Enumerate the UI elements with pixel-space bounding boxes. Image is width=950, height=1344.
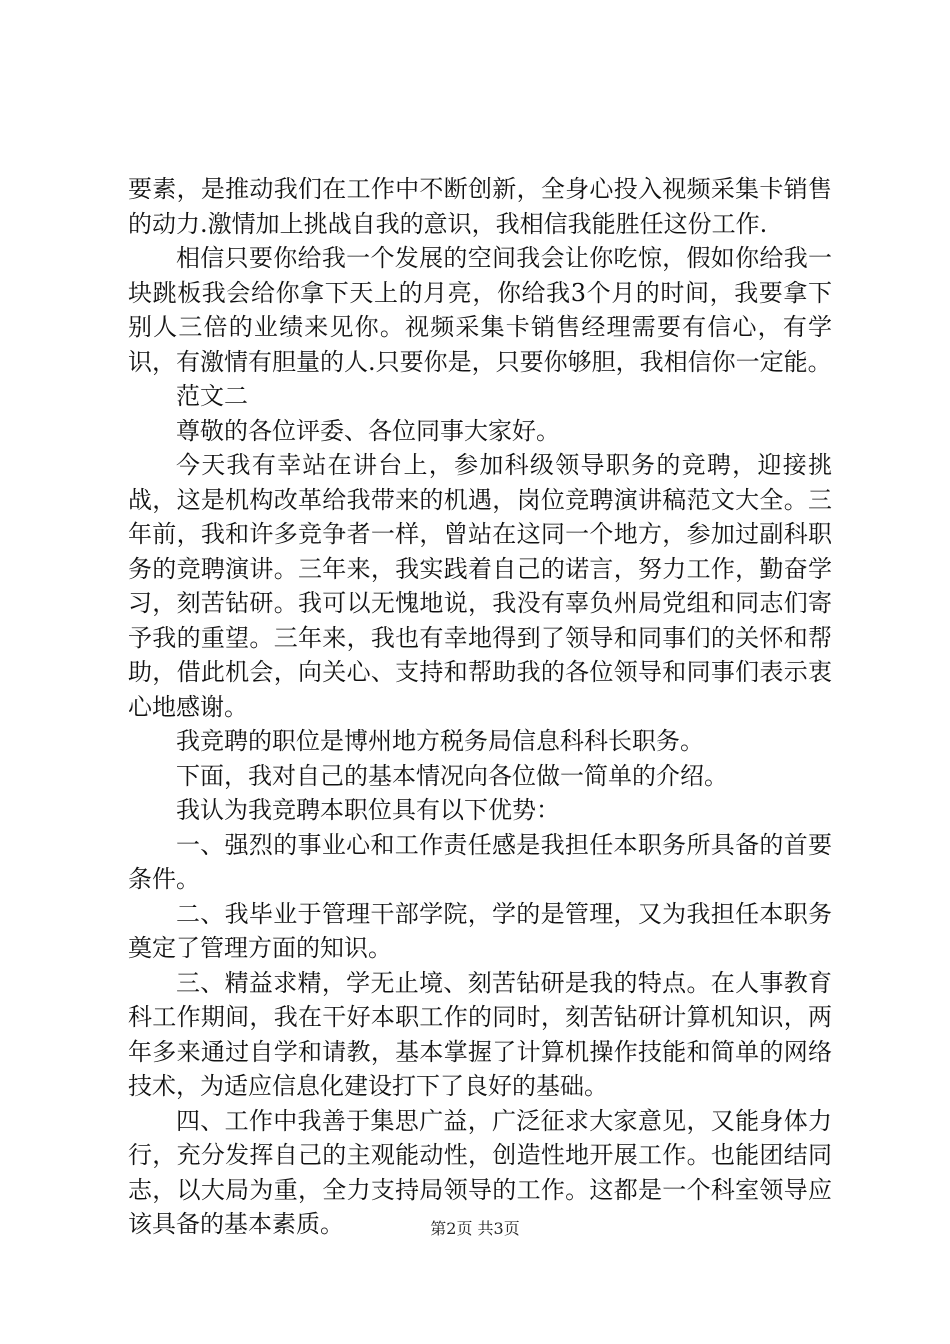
paragraph: 相信只要你给我一个发展的空间我会让你吃惊，假如你给我一块跳板我会给你拿下天上的月亮，你给我3个月的时间，我要拿下别人三倍的业绩来见你。视频采集卡销售经理需要有信心，有学识，有激情有胆量的人.只要你是，只要你够胆，我相信你一定能。	[128, 244, 832, 376]
section-heading: 范文二	[176, 382, 248, 410]
paragraph-continued: 要素，是推动我们在工作中不断创新，全身心投入视频采集卡销售的动力.激情加上挑战自我的意识，我相信我能胜任这份工作.	[128, 175, 832, 238]
list-item: 三、精益求精，学无止境、刻苦钻研是我的特点。在人事教育科工作期间，我在干好本职工作的同时，刻苦钻研计算机知识，两年多来通过自学和请教，基本掌握了计算机操作技能和简单的网络技术，为适应信息化建设打下了良好的基础。	[128, 968, 832, 1100]
paragraph: 今天我有幸站在讲台上，参加科级领导职务的竞聘，迎接挑战，这是机构改革给我带来的机遇，岗位竞聘演讲稿范文大全。三年前，我和许多竞争者一样，曾站在这同一个地方，参加过副科职务的竞聘演讲。三年来，我实践着自己的诺言，努力工作，勤奋学习，刻苦钻研。我可以无愧地说，我没有辜负州局党组和同志们寄予我的重望。三年来，我也有幸地得到了领导和同事们的关怀和帮助，借此机会，向关心、支持和帮助我的各位领导和同事们表示衷心地感谢。	[128, 451, 832, 721]
list-item: 四、工作中我善于集思广益，广泛征求大家意见，又能身体力行，充分发挥自己的主观能动性，创造性地开展工作。也能团结同志，以大局为重，全力支持局领导的工作。这都是一个科室领导应该具备的基本素质。	[128, 1106, 832, 1238]
paragraph: 我认为我竞聘本职位具有以下优势：	[176, 796, 560, 824]
document-body	[128, 172, 832, 1242]
page-number: 第2页 共3页	[430, 1219, 520, 1238]
list-item: 一、强烈的事业心和工作责任感是我担任本职务所具备的首要条件。	[128, 830, 832, 893]
page-footer	[0, 1219, 950, 1239]
paragraph: 我竞聘的职位是博州地方税务局信息科科长职务。	[176, 727, 704, 755]
paragraph: 下面，我对自己的基本情况向各位做一简单的介绍。	[176, 761, 728, 790]
salutation: 尊敬的各位评委、各位同事大家好。	[176, 416, 560, 445]
list-item: 二、我毕业于管理干部学院，学的是管理，又为我担任本职务奠定了管理方面的知识。	[128, 899, 832, 962]
